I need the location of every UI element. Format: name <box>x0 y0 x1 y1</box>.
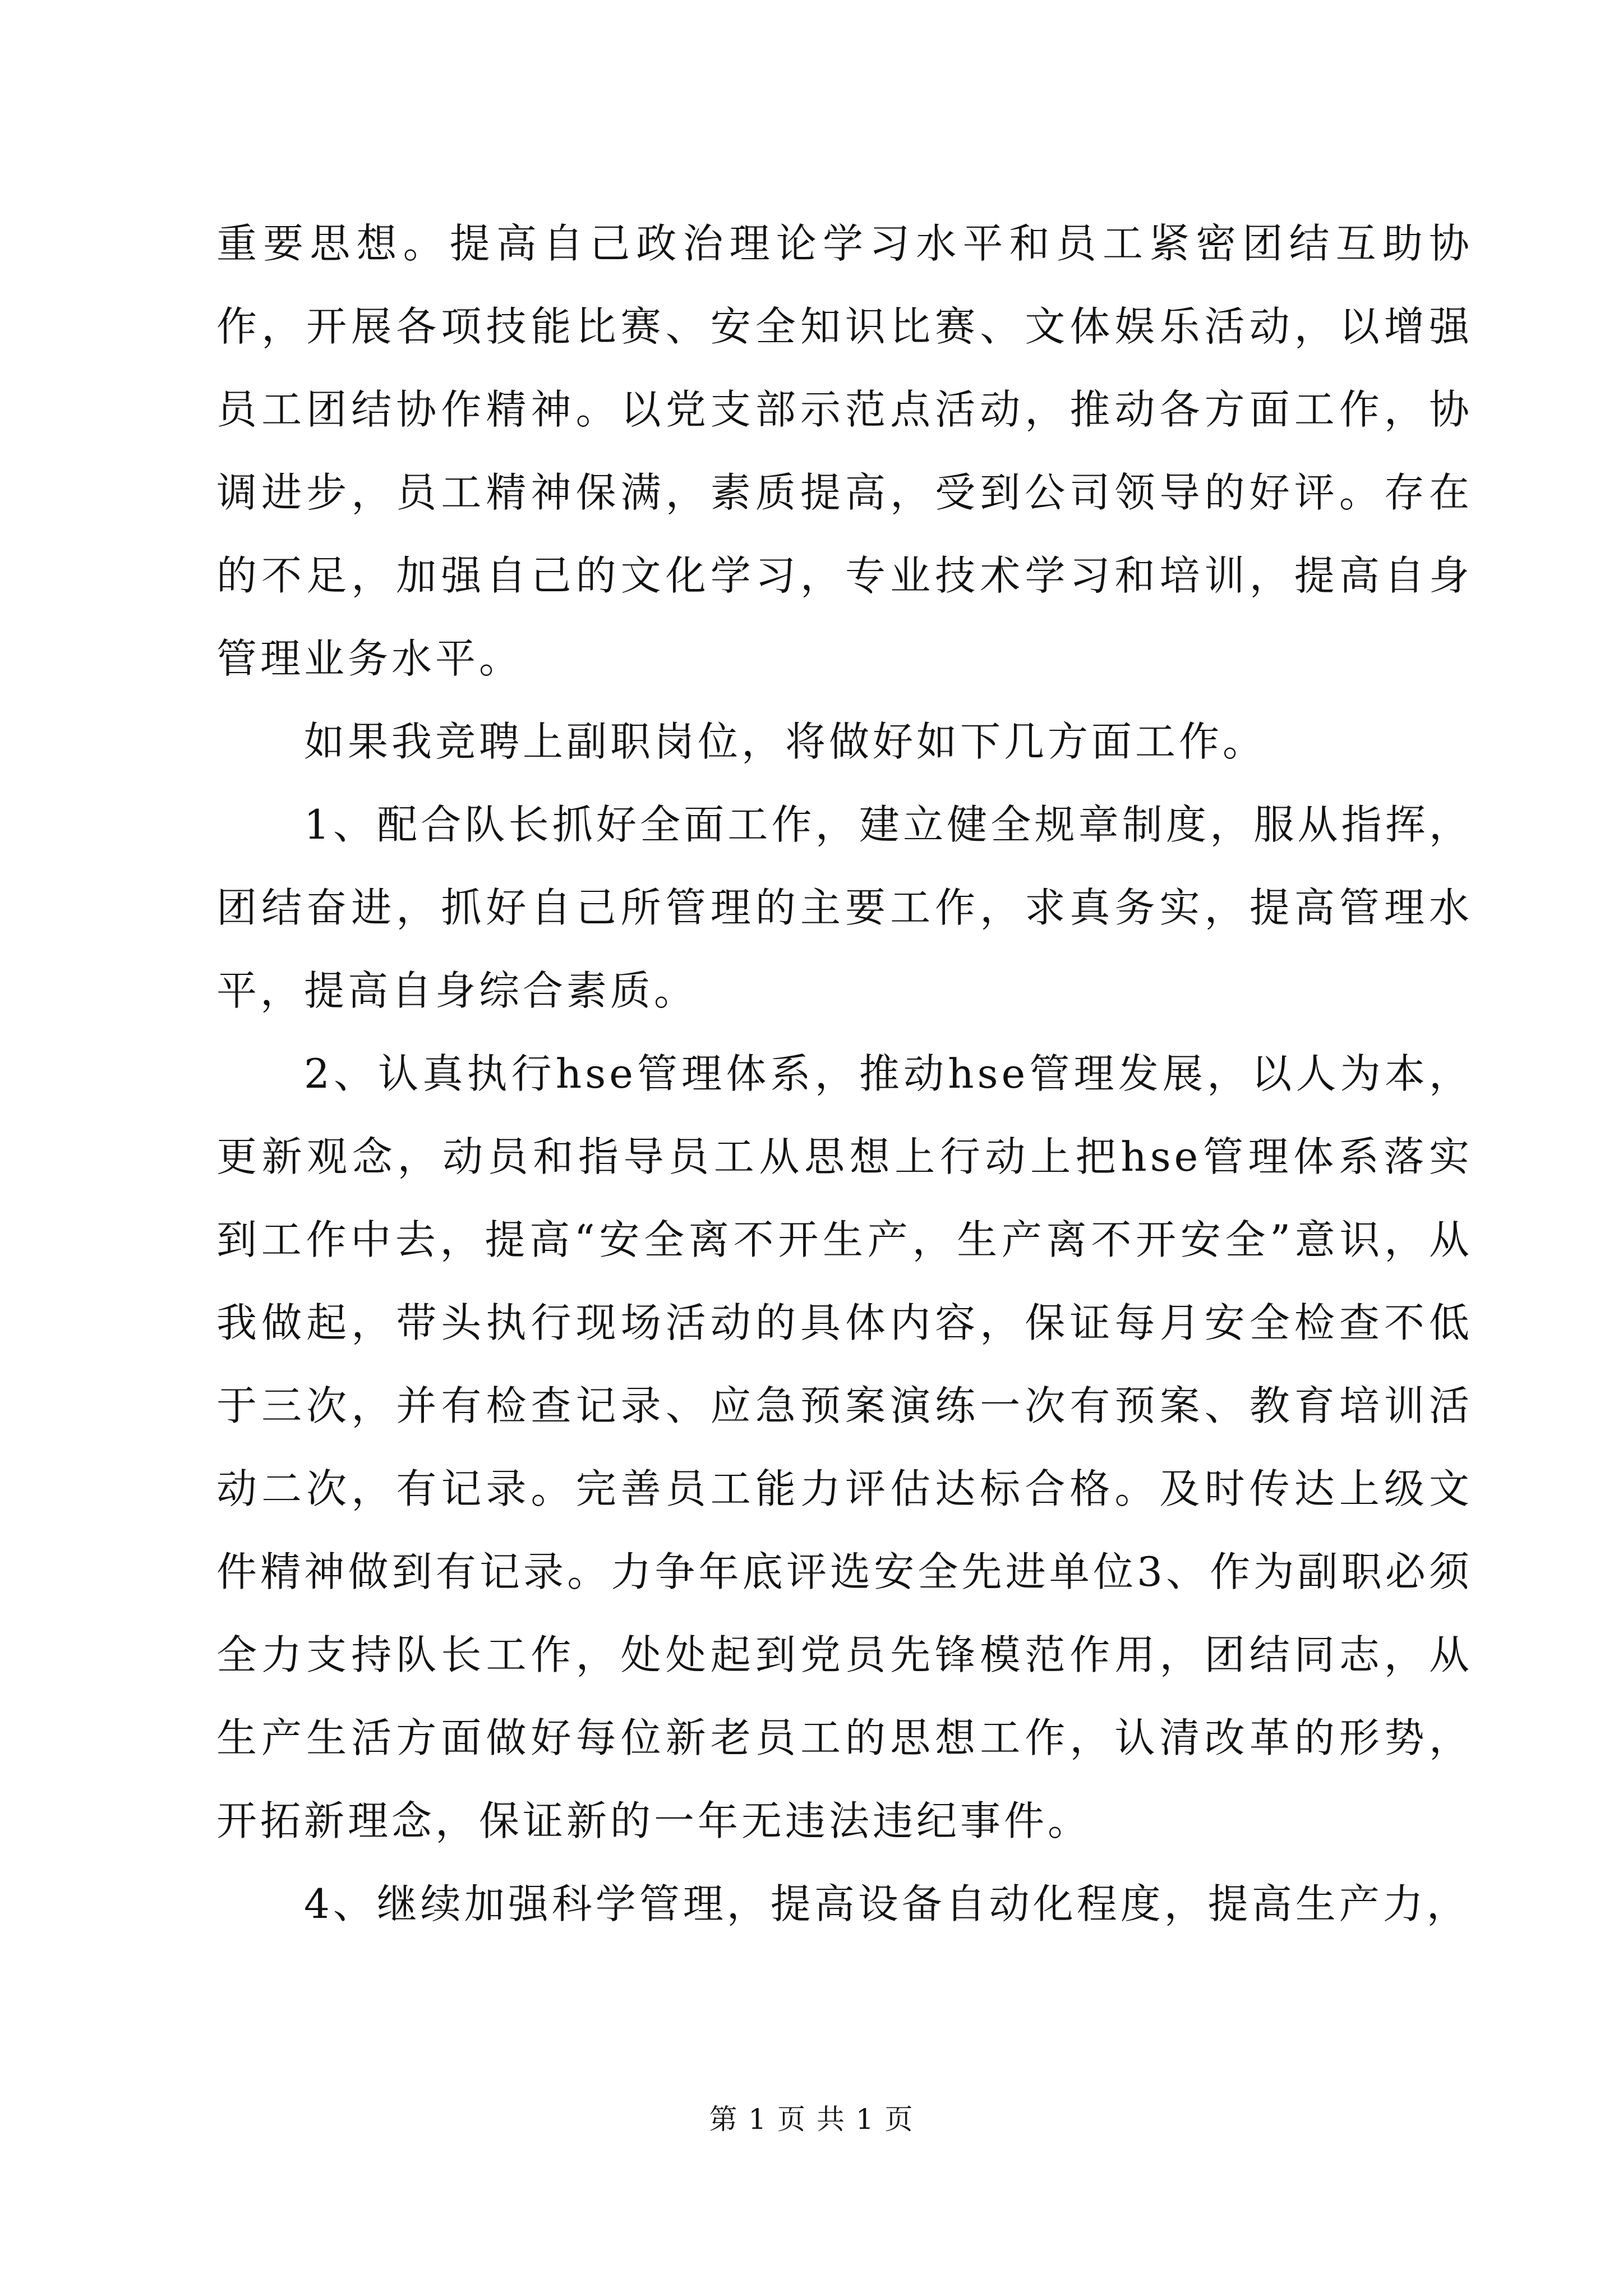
paragraph-2: 如果我竞聘上副职岗位，将做好如下几方面工作。 <box>304 718 1267 765</box>
page-number-label: 第 1 页 共 1 页 <box>709 2103 914 2136</box>
page-footer <box>0 2102 1623 2136</box>
paragraph-1: 重要思想。提高自己政治理论学习水平和员工紧密团结互助协作，开展各项技能比赛、安全知识比赛、文体娱乐活动，以增强员工团结协作精神。以党支部示范点活动，推动各方面工作，协调进步，员工精神保满，素质提高，受到公司领导的好评。存在的不足，加强自己的文化学习，专业技术学习和培训，提高自身管理业务水平。 <box>216 220 1473 682</box>
paragraph-4: 2、认真执行hse管理体系，推动hse管理发展，以人为本，更新观念，动员和指导员工从思想上行动上把hse管理体系落实到工作中去，提高“安全离不开生产，生产离不开安全”意识，从我做起，带头执行现场活动的具体内容，保证每月安全检查不低于三次，并有检查记录、应急预案演练一次有预案、教育培训活动二次，有记录。完善员工能力评估达标合格。及时传达上级文件精神做到有记录。力争年底评选安全先进单位3、作为副职必须全力支持队长工作，处处起到党员先锋模范作用，团结同志，从生产生活方面做好每位新老员工的思想工作，认清改革的形势，开拓新理念，保证新的一年无违法违纪事件。 <box>216 1050 1473 1844</box>
document-body <box>216 202 1473 1945</box>
paragraph-5: 4、继续加强科学管理，提高设备自动化程度，提高生产力， <box>304 1880 1470 1927</box>
paragraph-3: 1、配合队长抓好全面工作，建立健全规章制度，服从指挥，团结奋进，抓好自己所管理的主要工作，求真务实，提高管理水平，提高自身综合素质。 <box>216 801 1473 1014</box>
